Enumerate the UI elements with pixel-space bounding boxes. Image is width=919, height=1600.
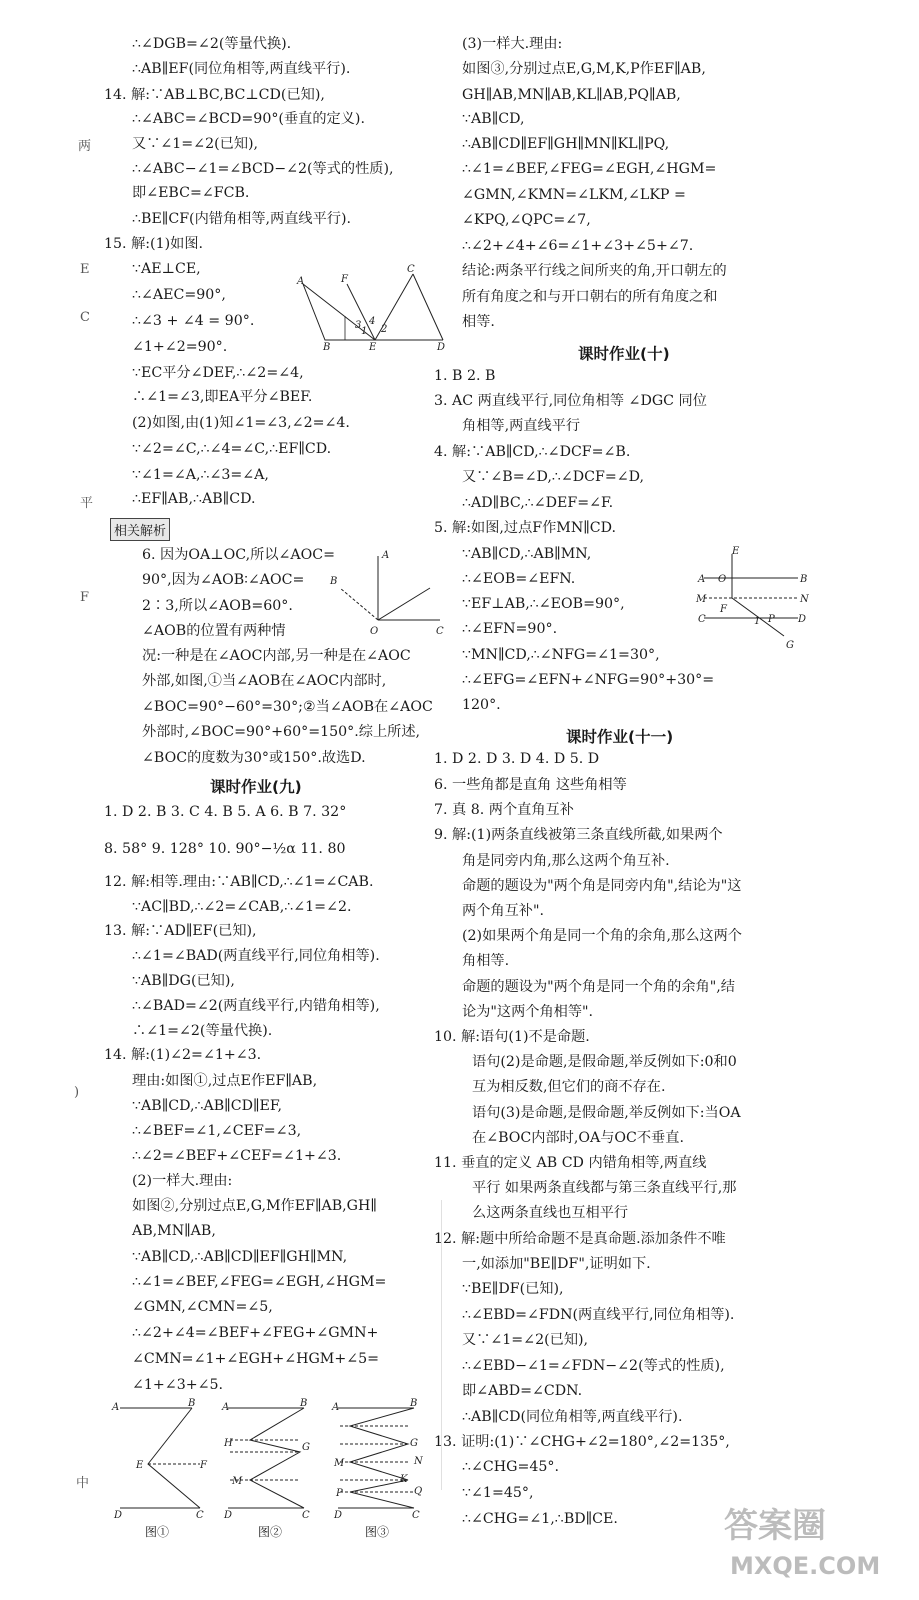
right-line-10: 结论:两条平行线之间所夹的角,开口朝左的 [462,263,727,279]
right-line-48: ∵BE∥DF(已知), [462,1281,564,1297]
right-line-18: ∴AD∥BC,∴∠DEF=∠F. [462,495,614,511]
svg-text:E: E [136,1460,144,1471]
left-line-11: ∴∠AEC=90°, [132,287,226,303]
right-line-16: 4. 解:∵AB∥CD,∴∠DCF=∠B. [434,444,631,460]
left-line-40: ∵AB∥CD,∴AB∥CD∥EF, [132,1098,283,1114]
left-line-17: ∵∠2=∠C,∴∠4=∠C,∴EF∥CD. [132,441,332,457]
right-line-2: 如图③,分别过点E,G,M,K,P作EF∥AB, [462,61,706,77]
svg-text:D: D [224,1510,233,1521]
svg-text:A: A [297,276,305,287]
right-line-8: ∠KPQ,∠QPC=∠7, [462,212,591,228]
left-line-10: ∵AE⊥CE, [132,261,201,277]
heading-homework-11: 课时作业(十一) [566,728,674,746]
left-line-28: ∠BOC的度数为30°或150°.故选D. [142,750,366,766]
svg-text:C: C [698,614,706,625]
left-line-51: ∠1+∠3+∠5. [132,1377,224,1393]
svg-text:C: C [412,1510,420,1521]
svg-text:K: K [400,1474,408,1485]
svg-text:C: C [196,1510,204,1521]
figure-2 [220,1400,320,1520]
right-line-41: 语句(3)是命题,是假命题,举反例如下:当OA [472,1105,741,1121]
fig-label-3: 图③ [365,1525,390,1539]
svg-text:D: D [437,342,446,353]
left-line-3: 14. 解:∵AB⊥BC,BC⊥CD(已知), [104,87,325,103]
left-line-16: (2)如图,由(1)知∠1=∠3,∠2=∠4. [132,415,350,431]
right-line-34: (2)如果两个角是同一个角的余角,那么这两个 [462,928,742,944]
right-line-52: 即∠ABD=∠CDN. [462,1383,583,1399]
svg-text:G: G [786,640,794,651]
svg-text:M: M [334,1458,345,1469]
svg-text:B: B [800,574,808,585]
left-line-23: ∠AOB的位置有两种情 [142,623,286,639]
right-line-45: 么这两条直线也互相平行 [472,1205,629,1221]
right-line-11: 所有角度之和与开口朝右的所有角度之和 [462,289,718,305]
svg-text:H: H [224,1438,233,1449]
left-line-26: ∠BOC=90°−60°=30°;②当∠AOB在∠AOC [142,699,433,715]
right-line-31: 角是同旁内角,那么这两个角互补. [462,853,670,869]
figure-3 [330,1400,430,1520]
right-line-9: ∴∠2+∠4+∠6=∠1+∠3+∠5+∠7. [462,238,694,254]
left-line-13: ∠1+∠2=90°. [132,339,228,355]
margin-mark-1: 两 [78,139,92,154]
figure-q6 [320,548,450,640]
left-line-21: 90°,因为∠AOB∶∠AOC= [142,572,305,588]
svg-text:P: P [336,1488,343,1499]
right-line-7: ∠GMN,∠KMN=∠LKM,∠LKP = [462,187,686,203]
left-line-48: ∠GMN,∠CMN=∠5, [132,1299,273,1315]
left-line-37: ∴∠1=∠2(等量代换). [132,1023,273,1039]
svg-text:B: B [330,576,338,587]
right-line-25: ∴∠EFG=∠EFN+∠NFG=90°+30°= [462,672,715,688]
left-line-12: ∴∠3 + ∠4 = 90°. [132,313,255,329]
svg-text:O: O [370,626,379,637]
svg-text:B: B [300,1398,308,1409]
svg-text:B: B [410,1398,418,1409]
svg-text:A: A [382,550,390,561]
right-line-39: 语句(2)是命题,是假命题,举反例如下:0和0 [472,1054,737,1070]
left-line-4: ∴∠ABC=∠BCD=90°(垂直的定义). [132,111,365,127]
svg-text:A: A [112,1402,120,1413]
svg-text:1: 1 [754,616,761,627]
right-line-14: 3. AC 两直线平行,同位角相等 ∠DGC 同位 [434,393,707,409]
svg-text:4: 4 [369,316,376,327]
left-line-27: 外部时,∠BOC=90°+60°=150°.综上所述, [142,724,421,740]
svg-text:1: 1 [361,326,368,337]
left-line-24: 况:一种是在∠AOC内部,另一种是在∠AOC [142,648,411,664]
fig-label-1: 图① [145,1525,170,1539]
margin-mark-6: ) [74,1085,80,1100]
left-line-49: ∴∠2+∠4=∠BEF+∠FEG+∠GMN+ [132,1325,379,1341]
left-line-30: 8. 58° 9. 128° 10. 90°−½α 11. 80 [104,841,346,857]
svg-text:M: M [232,1476,243,1487]
right-line-6: ∴∠1=∠BEF,∠FEG=∠EGH,∠HGM= [462,161,717,177]
svg-text:Q: Q [414,1486,423,1497]
svg-text:F: F [720,604,727,615]
svg-text:E: E [732,546,740,557]
left-line-42: ∴∠2=∠BEF+∠CEF=∠1+∠3. [132,1148,342,1164]
svg-text:B: B [323,342,331,353]
right-line-55: ∴∠CHG=45°. [462,1459,560,1475]
left-line-15: ∴∠1=∠3,即EA平分∠BEF. [132,389,313,405]
left-line-1: ∴∠DGB=∠2(等量代换). [132,36,292,52]
left-line-38: 14. 解:(1)∠2=∠1+∠3. [104,1047,262,1063]
left-line-36: ∴∠BAD=∠2(两直线平行,内错角相等), [132,998,380,1014]
left-line-50: ∠CMN=∠1+∠EGH+∠HGM+∠5= [132,1351,380,1367]
margin-mark-5: F [80,590,90,605]
right-line-3: GH∥AB,MN∥AB,KL∥AB,PQ∥AB, [462,87,681,103]
heading-homework-9: 课时作业(九) [210,778,302,796]
right-line-13: 1. B 2. B [434,368,496,384]
right-line-28: 6. 一些角都是直角 这些角相等 [434,777,627,793]
right-line-17: 又∵∠B=∠D,∴∠DCF=∠D, [462,469,644,485]
svg-text:D: D [114,1510,123,1521]
fig-label-2: 图② [258,1525,283,1539]
left-line-31: 12. 解:相等.理由:∵AB∥CD,∴∠1=∠CAB. [104,874,374,890]
left-line-41: ∴∠BEF=∠1,∠CEF=∠3, [132,1123,302,1139]
right-line-43: 11. 垂直的定义 AB CD 内错角相等,两直线 [434,1155,707,1171]
right-line-27: 1. D 2. D 3. D 4. D 5. D [434,751,600,767]
right-line-53: ∴AB∥CD(同位角相等,两直线平行). [462,1409,683,1425]
margin-mark-4: 平 [80,496,94,511]
right-line-1: (3)一样大.理由: [462,36,563,52]
left-line-44: 如图②,分别过点E,G,M作EF∥AB,GH∥ [132,1198,377,1214]
watermark-logo: 答案圈 [724,1506,826,1546]
svg-text:C: C [436,626,444,637]
right-line-56: ∵∠1=45°, [462,1485,534,1501]
right-line-38: 10. 解:语句(1)不是命题. [434,1029,590,1045]
right-line-54: 13. 证明:(1)∵∠CHG+∠2=180°,∠2=135°, [434,1434,730,1450]
svg-text:A: A [332,1402,340,1413]
svg-text:2: 2 [381,324,388,335]
right-line-12: 相等. [462,314,495,330]
svg-text:F: F [200,1460,207,1471]
margin-mark-3: C [80,310,90,325]
left-line-32: ∵AC∥BD,∴∠2=∠CAB,∴∠1=∠2. [132,899,352,915]
left-line-39: 理由:如图①,过点E作EF∥AB, [132,1073,318,1089]
watermark-url: MXQE.COM [730,1552,881,1580]
right-line-23: ∴∠EFN=90°. [462,621,558,637]
right-line-29: 7. 真 8. 两个直角互补 [434,802,574,818]
left-line-9: 15. 解:(1)如图. [104,236,204,252]
svg-text:D: D [798,614,807,625]
svg-text:A: A [222,1402,230,1413]
right-line-26: 120°. [462,697,501,713]
left-line-8: ∴BE∥CF(内错角相等,两直线平行). [132,211,352,227]
left-line-20: 6. 因为OA⊥OC,所以∠AOC= [142,547,336,563]
left-line-29: 1. D 2. B 3. C 4. B 5. A 6. B 7. 32° [104,804,347,820]
left-line-14: ∵EC平分∠DEF,∴∠2=∠4, [132,365,304,381]
right-line-20: ∵AB∥CD,∴AB∥MN, [462,546,592,562]
right-line-15: 角相等,两直线平行 [462,418,581,434]
svg-text:B: B [188,1398,196,1409]
svg-text:3: 3 [355,320,362,331]
right-line-50: 又∵∠1=∠2(已知), [462,1332,589,1348]
figure-1 [110,1400,210,1520]
related-analysis-tag: 相关解析 [110,518,170,541]
left-line-34: ∴∠1=∠BAD(两直线平行,同位角相等). [132,948,380,964]
left-line-22: 2∶3,所以∠AOB=60°. [142,598,293,614]
svg-text:P: P [768,614,775,625]
svg-text:G: G [302,1442,310,1453]
right-line-51: ∴∠EBD−∠1=∠FDN−∠2(等式的性质), [462,1358,725,1374]
left-line-47: ∴∠1=∠BEF,∠FEG=∠EGH,∠HGM= [132,1274,387,1290]
right-line-4: ∵AB∥CD, [462,111,525,127]
svg-text:C: C [407,264,415,275]
margin-mark-2: E [80,262,90,277]
svg-text:G: G [410,1438,418,1449]
left-line-25: 外部,如图,①当∠AOB在∠AOC内部时, [142,673,387,689]
right-line-36: 命题的题设为"两个角是同一个角的余角",结 [462,979,735,995]
svg-text:N: N [800,594,809,605]
svg-text:A: A [698,574,706,585]
svg-text:M: M [696,594,707,605]
left-line-19: ∴EF∥AB,∴AB∥CD. [132,491,256,507]
figure-q15 [295,262,455,353]
figure-q5 [696,546,811,651]
right-line-30: 9. 解:(1)两条直线被第三条直线所截,如果两个 [434,827,723,843]
heading-homework-10: 课时作业(十) [578,345,670,363]
svg-text:C: C [302,1510,310,1521]
left-line-46: ∵AB∥CD,∴AB∥CD∥EF∥GH∥MN, [132,1249,348,1265]
right-line-24: ∵MN∥CD,∴∠NFG=∠1=30°, [462,647,660,663]
right-line-49: ∴∠EBD=∠FDN(两直线平行,同位角相等). [462,1307,735,1323]
right-line-57: ∴∠CHG=∠1,∴BD∥CE. [462,1511,618,1527]
left-line-45: AB,MN∥AB, [132,1223,216,1239]
left-line-35: ∵AB∥DG(已知), [132,973,235,989]
right-line-22: ∵EF⊥AB,∴∠EOB=90°, [462,596,625,612]
left-line-7: 即∠EBC=∠FCB. [132,185,250,201]
right-line-5: ∴AB∥CD∥EF∥GH∥MN∥KL∥PQ, [462,136,670,152]
right-line-32: 命题的题设为"两个角是同旁内角",结论为"这 [462,878,742,894]
right-line-33: 两个角互补". [462,903,544,919]
left-line-43: (2)一样大.理由: [132,1173,233,1189]
left-line-6: ∴∠ABC−∠1=∠BCD−∠2(等式的性质), [132,161,394,177]
right-line-47: 一,如添加"BE∥DF",证明如下. [462,1256,651,1272]
svg-text:E: E [369,342,377,353]
right-line-40: 互为相反数,但它们的商不存在. [472,1079,666,1095]
margin-mark-7: 中 [76,1476,90,1491]
right-line-21: ∴∠EOB=∠EFN. [462,571,576,587]
right-line-44: 平行 如果两条直线都与第三条直线平行,那 [472,1180,737,1196]
svg-text:N: N [414,1456,423,1467]
right-line-37: 论为"这两个角相等". [462,1004,594,1020]
right-line-42: 在∠BOC内部时,OA与OC不垂直. [472,1130,684,1146]
svg-text:D: D [334,1510,343,1521]
right-line-35: 角相等. [462,953,510,969]
right-line-46: 12. 解:题中所给命题不是真命题.添加条件不唯 [434,1231,726,1247]
left-line-5: 又∵∠1=∠2(已知), [132,136,259,152]
left-line-2: ∴AB∥EF(同位角相等,两直线平行). [132,61,351,77]
left-line-33: 13. 解:∵AD∥EF(已知), [104,923,257,939]
right-line-19: 5. 解:如图,过点F作MN∥CD. [434,520,617,536]
svg-text:O: O [718,574,727,585]
left-line-18: ∵∠1=∠A,∴∠3=∠A, [132,467,269,483]
svg-text:F: F [341,274,348,285]
